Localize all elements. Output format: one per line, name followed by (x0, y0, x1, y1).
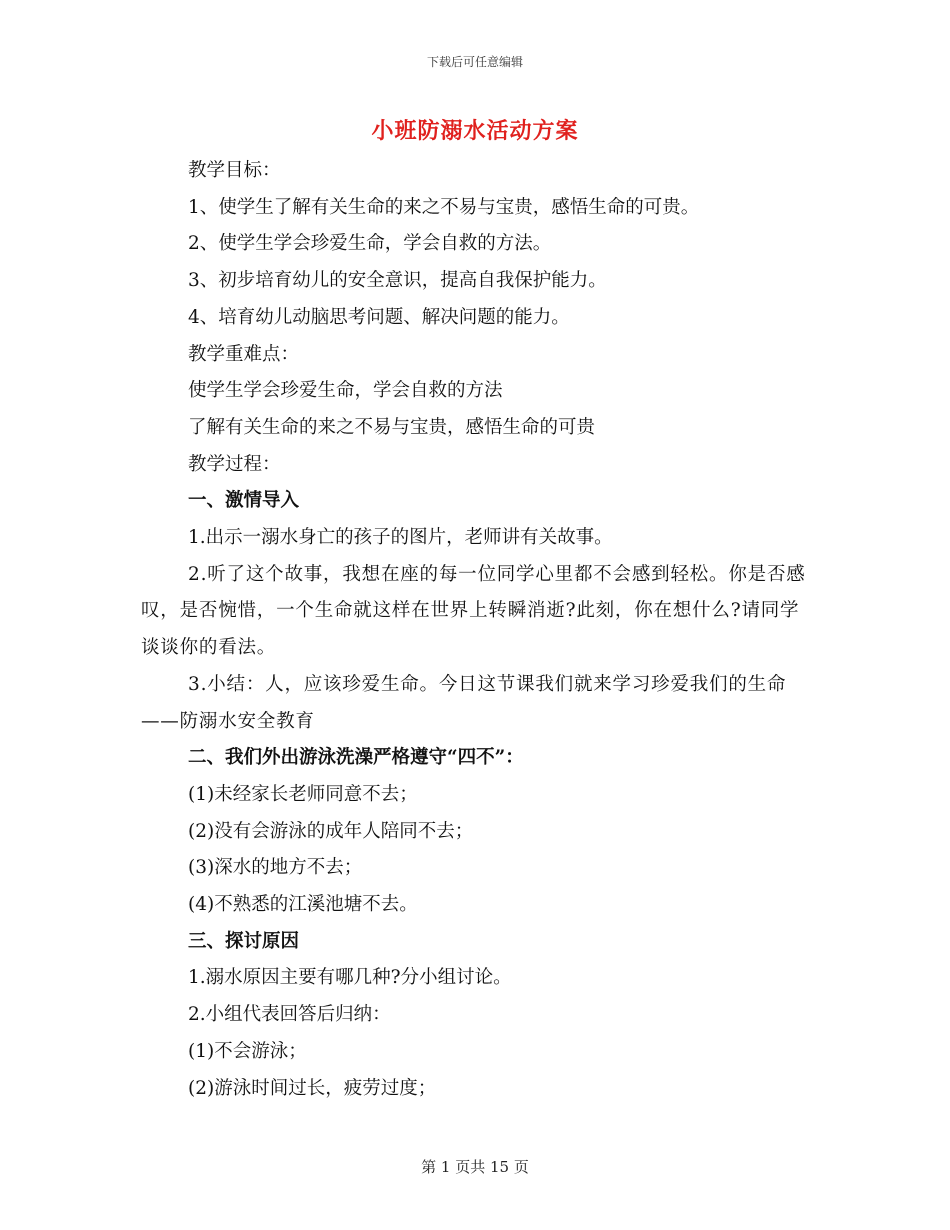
text-line: 教学过程： (188, 453, 281, 475)
text-line: 2.小组代表回答后归纳： (188, 1004, 391, 1026)
text-line: 2、使学生学会珍爱生命，学会自救的方法。 (188, 233, 552, 255)
text-line: (1)不会游泳； (188, 1040, 307, 1062)
page-footer: 第 1 页共 15 页 (421, 1158, 529, 1176)
document-body (141, 153, 813, 1107)
text-line: (1)未经家长老师同意不去； (188, 783, 418, 805)
paragraph: 3.小结：人，应该珍爱生命。今日这节课我们就来学习珍爱我们的生命——防溺水安全教育 (141, 673, 787, 732)
paragraph: 2.听了这个故事，我想在座的每一位同学心里都不会感到轻松。你是否感叹，是否惋惜，一个生命就这样在世界上转瞬消逝?此刻，你在想什么?请同学谈谈你的看法。 (141, 563, 806, 659)
text-line: (4)不熟悉的江溪池塘不去。 (188, 894, 418, 916)
text-line: 了解有关生命的来之不易与宝贵，感悟生命的可贵 (188, 416, 596, 438)
section-heading: 三、探讨原因 (188, 930, 300, 952)
text-line: (2)游泳时间过长，疲劳过度； (188, 1077, 437, 1099)
text-line: 3、初步培育幼儿的安全意识，提高自我保护能力。 (188, 270, 607, 292)
text-line: 教学重难点： (188, 343, 300, 365)
text-line: 4、培育幼儿动脑思考问题、解决问题的能力。 (188, 306, 570, 328)
section-heading: 二、我们外出游泳洗澡严格遵守“四不”： (188, 747, 524, 769)
text-line: 使学生学会珍爱生命，学会自救的方法 (188, 380, 503, 402)
text-line: (3)深水的地方不去； (188, 857, 363, 879)
document-title: 小班防溺水活动方案 (371, 118, 579, 144)
text-line: 1、使学生了解有关生命的来之不易与宝贵，感悟生命的可贵。 (188, 196, 700, 218)
header-note: 下载后可任意编辑 (426, 55, 523, 69)
text-line: 教学目标： (188, 160, 281, 181)
text-line: (2)没有会游泳的成年人陪同不去； (188, 820, 474, 842)
text-line: 1.溺水原因主要有哪几种?分小组讨论。 (188, 967, 512, 989)
section-heading: 一、激情导入 (188, 490, 300, 512)
text-line: 1.出示一溺水身亡的孩子的图片，老师讲有关故事。 (188, 527, 613, 549)
